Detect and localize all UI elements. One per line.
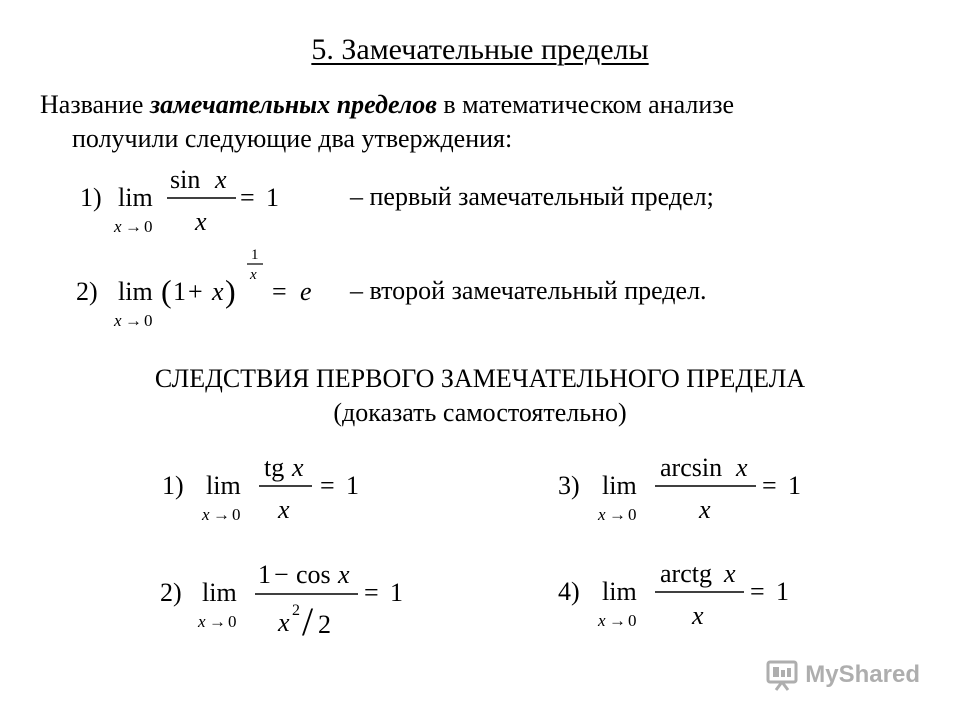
consequence-3-formula	[556, 452, 816, 532]
lim-operator: lim	[602, 577, 637, 606]
intro-part1: Название	[40, 90, 150, 119]
equals-sign: =	[240, 183, 255, 212]
page-title-text: 5. Замечательные пределы	[311, 33, 649, 66]
equals-sign: =	[750, 577, 765, 606]
lim-subscript-target: 0	[228, 612, 237, 631]
equals-sign: =	[364, 578, 379, 607]
denominator-two: 2	[318, 610, 331, 639]
denominator-power: 2	[292, 602, 300, 619]
equals-sign: =	[272, 277, 287, 306]
limit-result: 1	[390, 578, 403, 607]
lim-subscript-target: 0	[628, 505, 637, 524]
watermark-text: MyShared	[805, 661, 920, 688]
lim-operator: lim	[118, 183, 153, 212]
lim-subscript-target: 0	[144, 311, 153, 330]
consequence-4-formula	[556, 556, 806, 636]
consequences-subheading: (доказать самостоятельно)	[333, 398, 627, 427]
formula-number: 3)	[558, 471, 580, 500]
denominator-slash: /	[302, 599, 314, 644]
watermark	[765, 650, 920, 700]
numerator-variable: x	[736, 453, 748, 482]
consequence-2-svg	[158, 555, 428, 645]
denominator-variable: x	[195, 207, 207, 236]
limit-result: 1	[776, 577, 789, 606]
second-limit-svg	[74, 242, 334, 332]
consequences-heading-block	[0, 362, 960, 430]
lim-subscript-arrow: →	[125, 311, 142, 330]
equals-sign: =	[762, 471, 777, 500]
intro-part2: в математическом анализе	[436, 90, 735, 119]
intro-paragraph	[40, 88, 925, 156]
denominator-variable: x	[278, 495, 290, 524]
numerator-function: cos	[296, 560, 331, 589]
numerator-function: arctg	[660, 559, 712, 588]
open-paren: (	[161, 273, 172, 309]
limit-result: 1	[346, 471, 359, 500]
consequence-3-svg	[556, 452, 816, 532]
numerator-variable: x	[215, 165, 227, 194]
lim-subscript-var: x	[114, 217, 122, 236]
base-plus: +	[188, 277, 203, 306]
consequence-4-svg	[556, 556, 806, 636]
lim-subscript-var: x	[114, 311, 122, 330]
base-variable: x	[212, 277, 224, 306]
numerator-function: arcsin	[660, 453, 723, 482]
formula-number: 1)	[162, 471, 184, 500]
lim-subscript-target: 0	[232, 505, 241, 524]
intro-emphasis: замечательных пределов	[149, 90, 437, 119]
numerator-variable: x	[724, 559, 736, 588]
lim-subscript-target: 0	[144, 217, 153, 236]
equals-sign: =	[320, 471, 335, 500]
denominator-variable: x	[699, 495, 711, 524]
first-limit-svg	[74, 160, 304, 240]
intro-line2: получили следующие два утверждения:	[72, 124, 513, 153]
lim-subscript-arrow: →	[609, 505, 626, 524]
base-one: 1	[173, 277, 186, 306]
exponent-numerator: 1	[251, 247, 259, 263]
lim-operator: lim	[202, 578, 237, 607]
second-limit-description: – второй замечательный предел.	[350, 276, 707, 305]
first-limit-formula	[74, 160, 304, 240]
second-limit-formula	[74, 242, 334, 332]
lim-operator: lim	[206, 471, 241, 500]
consequences-heading: СЛЕДСТВИЯ ПЕРВОГО ЗАМЕЧАТЕЛЬНОГО ПРЕДЕЛА	[154, 364, 806, 393]
lim-subscript-arrow: →	[125, 217, 142, 236]
formula-number: 4)	[558, 577, 580, 606]
page-title	[0, 30, 960, 70]
lim-subscript-var: x	[202, 505, 210, 524]
exponent-denominator: x	[250, 267, 257, 283]
lim-operator: lim	[118, 277, 153, 306]
formula-number: 1)	[80, 183, 102, 212]
limit-result: 1	[266, 183, 279, 212]
numerator-variable: x	[338, 560, 350, 589]
numerator-function: sin	[170, 165, 201, 194]
numerator-minus: −	[274, 560, 289, 589]
numerator-function: tg	[264, 453, 285, 482]
lim-subscript-arrow: →	[213, 505, 230, 524]
numerator-one: 1	[258, 560, 271, 589]
denominator-variable: x	[278, 608, 290, 637]
close-paren: )	[225, 273, 236, 309]
consequence-2-formula	[158, 555, 428, 645]
first-limit-description: – первый замечательный предел;	[350, 182, 714, 211]
limit-result: e	[300, 277, 312, 306]
limit-result: 1	[788, 471, 801, 500]
lim-subscript-arrow: →	[609, 611, 626, 630]
lim-subscript-var: x	[598, 505, 606, 524]
consequence-1-svg	[160, 450, 380, 530]
lim-subscript-arrow: →	[209, 612, 226, 631]
lim-operator: lim	[602, 471, 637, 500]
formula-number: 2)	[160, 578, 182, 607]
numerator-variable: x	[292, 453, 304, 482]
lim-subscript-var: x	[598, 611, 606, 630]
consequence-1-formula	[160, 450, 380, 530]
lim-subscript-target: 0	[628, 611, 637, 630]
formula-number: 2)	[76, 277, 98, 306]
presentation-icon	[765, 658, 799, 692]
lim-subscript-var: x	[198, 612, 206, 631]
denominator-variable: x	[692, 601, 704, 630]
